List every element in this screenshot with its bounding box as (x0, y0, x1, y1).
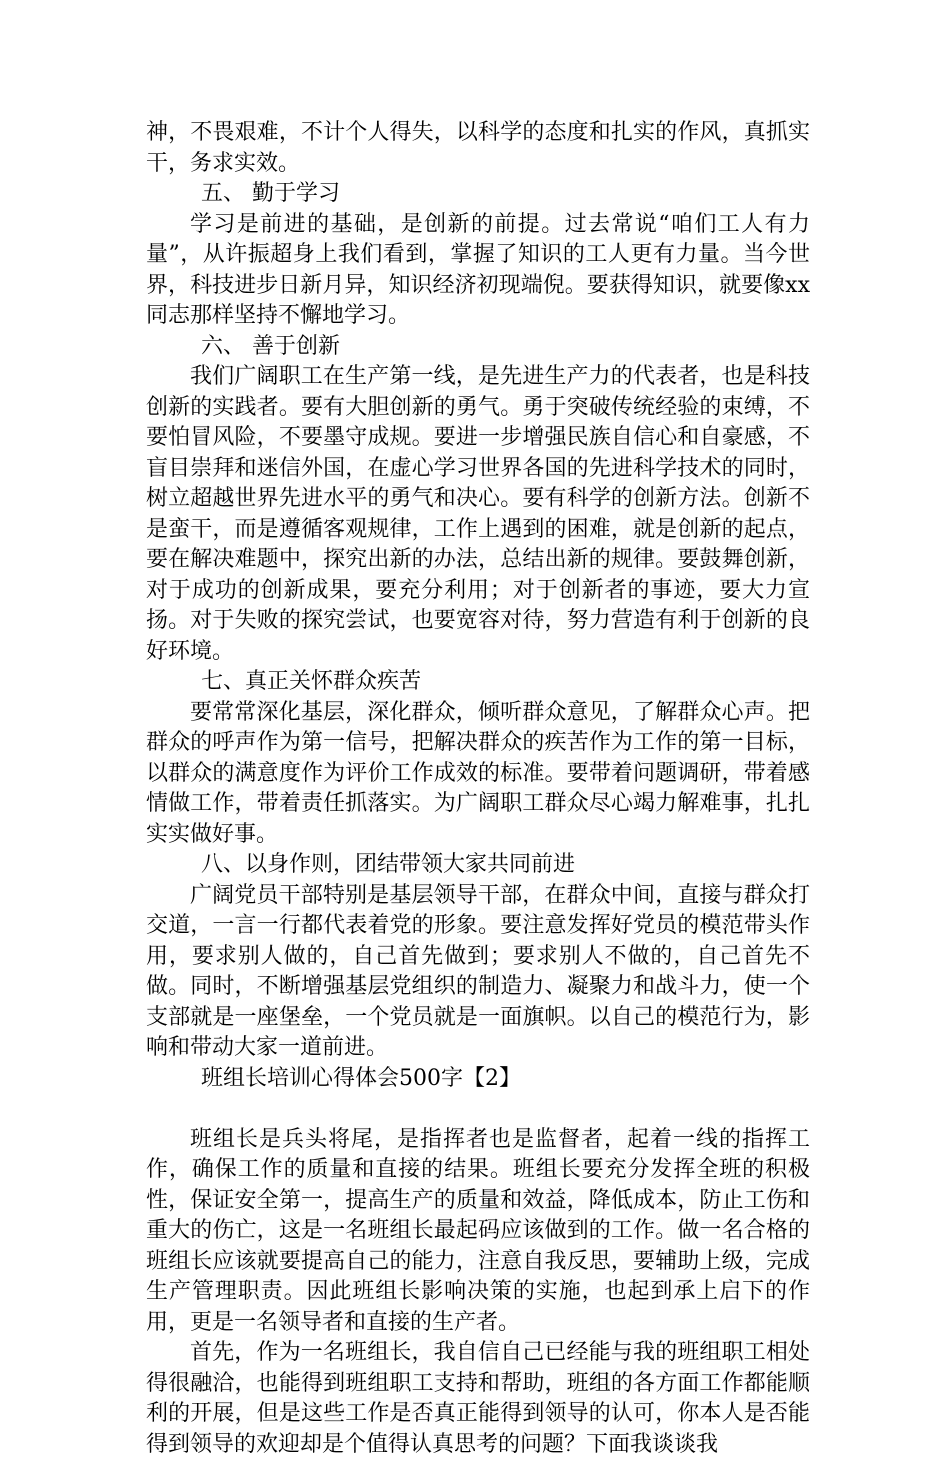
paragraph-innovation: 我们广阔职工在生产第一线，是先进生产力的代表者，也是科技创新的实践者。要有大胆创新的勇气。勇于突破传统经验的束缚，不要怕冒风险，不要墨守成规。要进一步增强民族自信心和自豪感，不盲目崇拜和迷信外国，在虚心学习世界各国的先进科学技术的同时，树立超越世界先进水平的勇气和决心。要有科学的创新方法。创新不是蛮干，而是遵循客观规律，工作上遇到的困难，就是创新的起点，要在解决难题中，探究出新的办法，总结出新的规律。要鼓舞创新，对于成功的创新成果，要充分利用；对于创新者的事迹，要大力宣扬。对于失败的探究尝试，也要宽容对待，努力营造有利于创新的良好环境。 (146, 364, 810, 664)
article-title-2: 班组长培训心得体会500字【2】 (201, 1065, 521, 1091)
section-heading-8: 八、以身作则，团结带领大家共同前进 (201, 852, 576, 877)
paragraph-care-for-masses: 要常常深化基层，深化群众，倾听群众意见，了解群众心声。把群众的呼声作为第一信号，把解决群众的疾苦作为工作的第一目标，以群众的满意度作为评价工作成效的标准。要带着问题调研，带着感情做工作，带着责任抓落实。为广阔职工群众尽心竭力解难事，扎扎实实做好事。 (146, 699, 810, 847)
section-heading-7: 七、真正关怀群众疾苦 (201, 669, 422, 694)
document-body (146, 118, 810, 1460)
section-heading-6: 六、 善于创新 (201, 333, 340, 359)
paragraph-team-leader-first: 首先，作为一名班组长，我自信自己已经能与我的班组职工相处得很融洽，也能得到班组职工支持和帮助，班组的各方面工作都能顺利的开展，但是这些工作是否真正能得到领导的认可，你本人是否能得到领导的欢迎却是个值得认真思考的问题？下面我谈谈我 (146, 1340, 810, 1457)
paragraph-team-leader-role: 班组长是兵头将尾，是指挥者也是监督者，起着一线的指挥工作，确保工作的质量和直接的结果。班组长要充分发挥全班的积极性，保证安全第一，提高生产的质量和效益，降低成本，防止工伤和重大的伤亡，这是一名班组长最起码应该做到的工作。做一名合格的班组长应该就要提高自己的能力，注意自我反思，要辅助上级，完成生产管理职责。因此班组长影响决策的实施，也起到承上启下的作用，更是一名领导者和直接的生产者。 (146, 1126, 810, 1335)
section-heading-5: 五、 勤于学习 (201, 181, 340, 206)
paragraph-lead-by-example: 广阔党员干部特别是基层领导干部，在群众中间，直接与群众打交道，一言一行都代表着党的形象。要注意发挥好党员的模范带头作用，要求别人做的，自己首先做到；要求别人不做的，自己首先不做。同时，不断增强基层党组织的制造力、凝聚力和战斗力，使一个支部就是一座堡垒，一个党员就是一面旗帜。以自己的模范行为，影响和带动大家一道前进。 (146, 882, 810, 1060)
paragraph-continuation: 神，不畏艰难，不计个人得失，以科学的态度和扎实的作风，真抓实干，务求实效。 (146, 120, 810, 176)
paragraph-learning: 学习是前进的基础，是创新的前提。过去常说“咱们工人有力量”，从许振超身上我们看到，掌握了知识的工人更有力量。当今世界，科技进步日新月异，知识经济初现端倪。要获得知识，就要像xx同志那样坚持不懈地学习。 (146, 211, 810, 328)
